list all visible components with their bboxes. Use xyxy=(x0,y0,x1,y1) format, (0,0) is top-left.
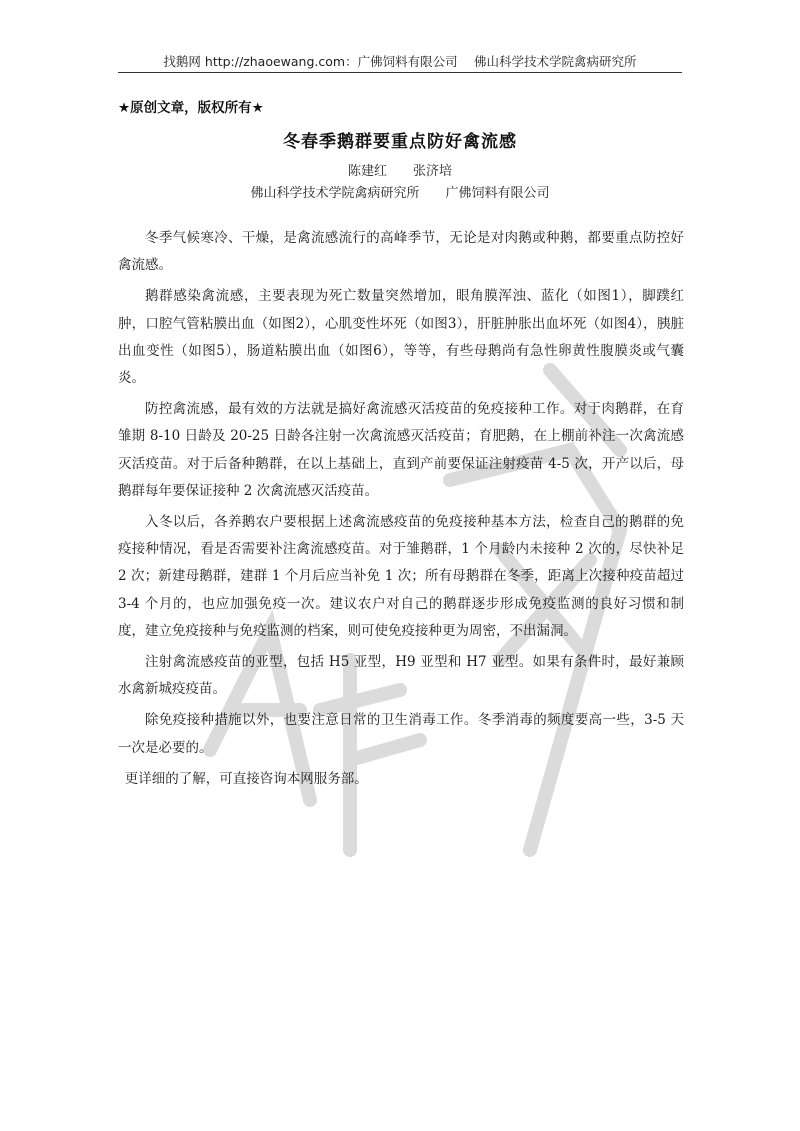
affiliation-name: 广佛饲料有限公司 xyxy=(445,186,550,201)
affiliation-line xyxy=(0,182,800,201)
contact-note: 更详细的了解，可直接咨询本网服务部。 xyxy=(124,770,368,787)
author-name: 张济培 xyxy=(413,164,453,179)
author-line xyxy=(0,160,800,179)
body-paragraph: 除免疫接种措施以外，也要注意日常的卫生消毒工作。冬季消毒的频度要高一些，3-5 天一次是必要的。 xyxy=(118,712,684,756)
body-paragraph: 鹅群感染禽流感，主要表现为死亡数量突然增加，眼角膜浑浊、蓝化（如图1），脚蹼红肿，口腔气管粘膜出血（如图2），心肌变性坏死（如图3），肝脏肿胀出血坏死（如图4），胰脏出血变性（如图5），肠道粘膜出血（如图6），等等，有些母鹅尚有急性卵黄性腹膜炎或气囊炎。 xyxy=(118,288,684,387)
body-paragraph: 防控禽流感，最有效的方法就是搞好禽流感灭活疫苗的免疫接种工作。对于肉鹅群，在育雏期 8-10 日龄及 20-25 日龄各注射一次禽流感灭活疫苗；育肥鹅，在上棚前补注一次禽流感灭活疫苗。对于后备种鹅群，在以上基础上，直到产前要保证注射疫苗 4-5 次，开产以后，母鹅群每年要保证接种 2 次禽流感灭活疫苗。 xyxy=(118,401,684,499)
author-name: 陈建红 xyxy=(347,164,387,179)
body-paragraph: 注射禽流感疫苗的亚型，包括 H5 亚型，H9 亚型和 H7 亚型。如果有条件时，最好兼顾水禽新城疫疫苗。 xyxy=(118,654,684,698)
affiliation-name: 佛山科学技术学院禽病研究所 xyxy=(250,186,420,201)
article-body xyxy=(118,225,684,797)
body-paragraph: 冬季气候寒冷、干燥，是禽流感流行的高峰季节，无论是对肉鹅或种鹅，都要重点防控好禽流感。 xyxy=(118,230,684,274)
article-title: 冬春季鹅群要重点防好禽流感 xyxy=(283,132,517,152)
header-text: 找鹅网 http://zhaoewang.com：广佛饲料有限公司 佛山科学技术学院禽病研究所 xyxy=(163,54,637,69)
body-paragraph: 入冬以后，各养鹅农户要根据上述禽流感疫苗的免疫接种基本方法，检查自己的鹅群的免疫接种情况，看是否需要补注禽流感疫苗。对于雏鹅群，1 个月龄内未接种 2 次的，尽快补足 2 次；新建母鹅群，建群 1 个月后应当补免 1 次；所有母鹅群在冬季，距离上次接种疫苗超过 3-4 个月的，也应加强免疫一次。建议农户对自己的鹅群逐步形成免疫监测的良好习惯和制度，建立免疫接种与免疫监测的档案，则可使免疫接种更为周密，不出漏洞。 xyxy=(118,514,684,639)
header-divider xyxy=(118,72,682,73)
copyright-notice: ★原创文章，版权所有★ xyxy=(118,100,264,116)
page-header xyxy=(0,52,800,70)
